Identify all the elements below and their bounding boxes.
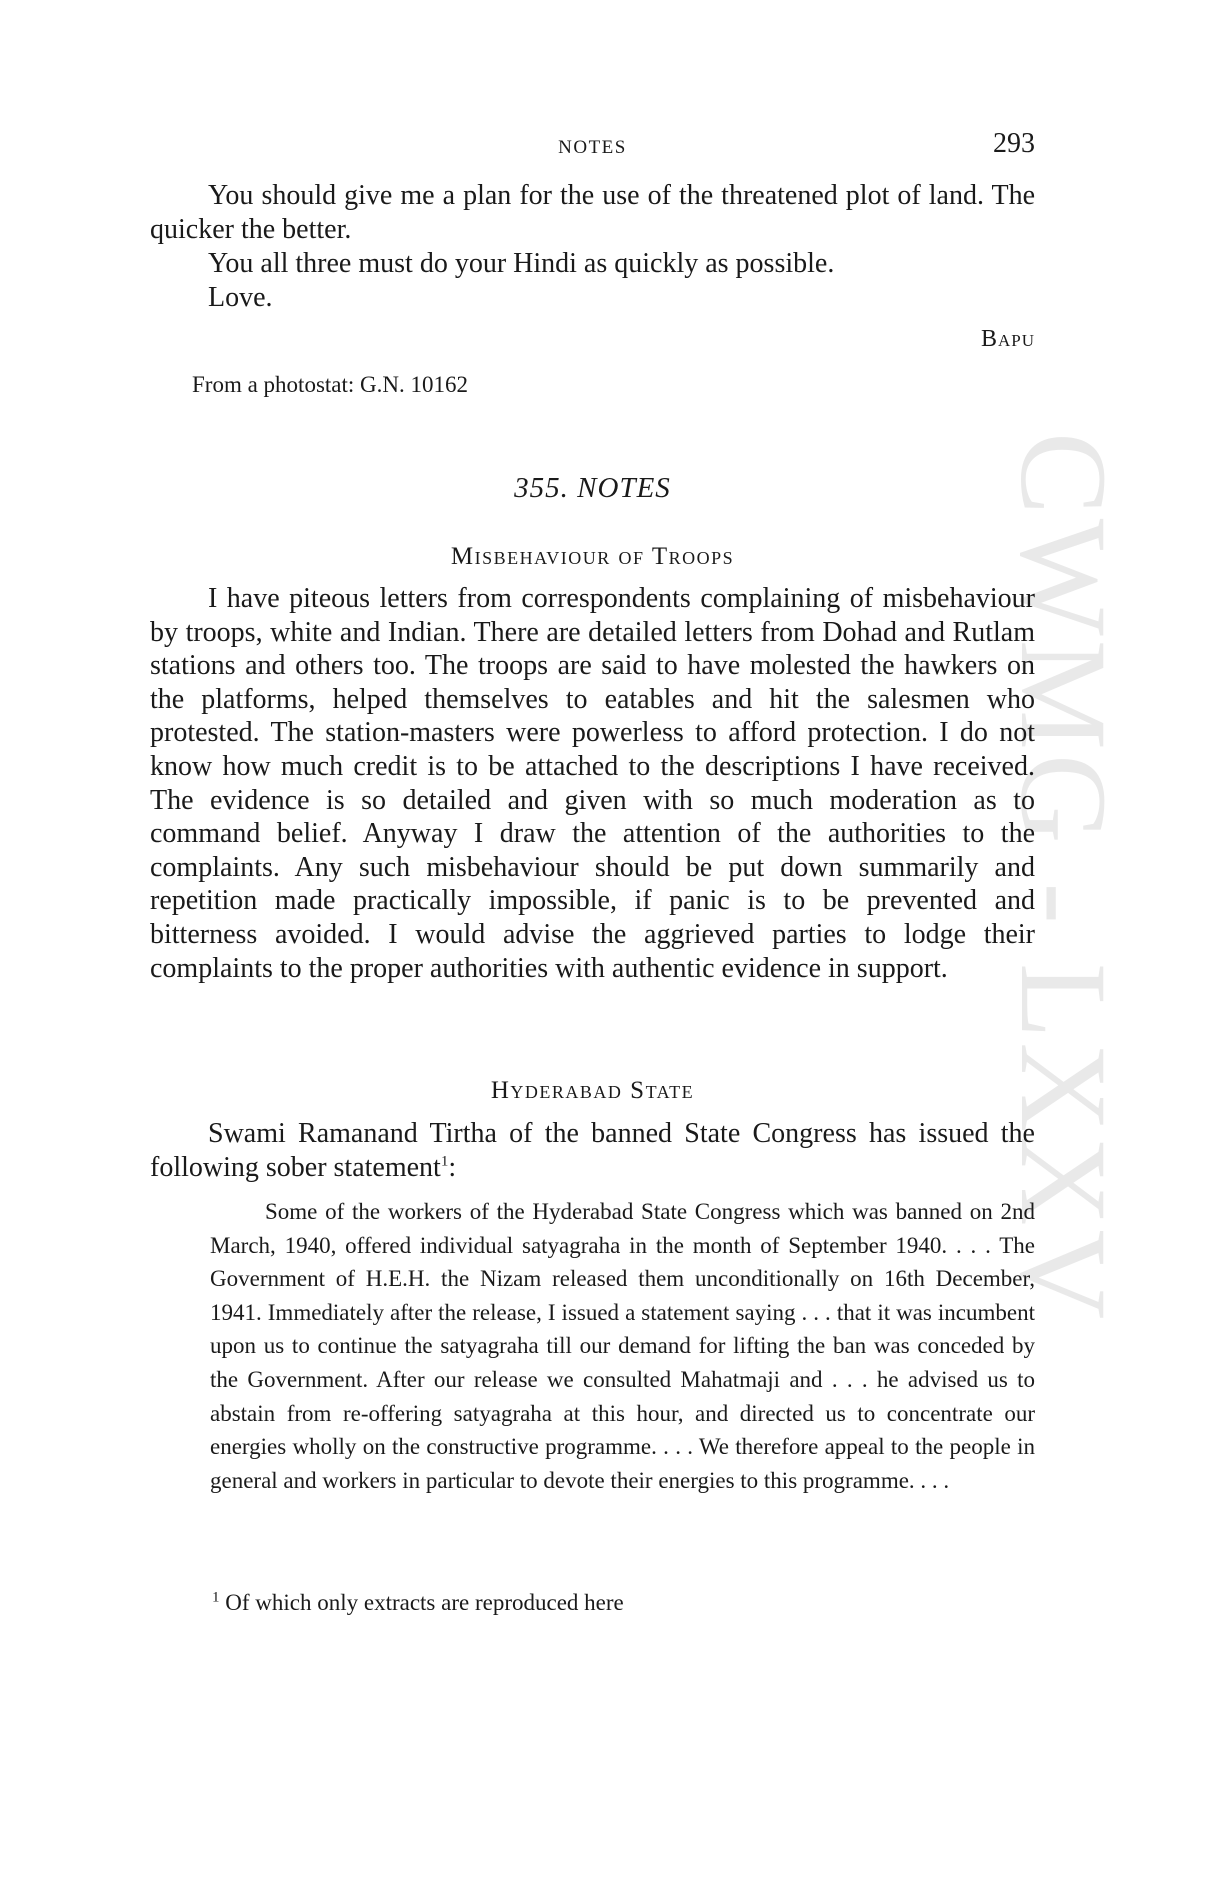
source-note: From a photostat: G.N. 10162 (192, 372, 468, 397)
page-number: 293 (993, 128, 1035, 159)
signature: Bapu (980, 326, 1035, 352)
watermark-text: CWMG - LXXV (995, 432, 1132, 1324)
footnote (212, 1590, 624, 1616)
letter-paragraph: You all three must do your Hindi as quickly as possible. (208, 248, 835, 279)
footnote-mark: 1 (212, 1589, 220, 1606)
article-title: 355. NOTES (514, 472, 671, 504)
intro-colon: : (448, 1151, 457, 1183)
running-head (150, 128, 1035, 168)
footnote-reference: 1 (440, 1153, 449, 1170)
letter-paragraph: Love. (208, 282, 273, 313)
intro-text: Swami Ramanand Tirtha of the banned State Congress has issued the following sober statement (150, 1118, 1035, 1183)
section-body-troops: I have piteous letters from correspondents complaining of misbehaviour by troops, white and Indian. There are detailed letters from Dohad and Rutlam stations and others too. The troops are said to have molested the hawkers on the platforms, helped themselves to eatables and hit the salesmen who protested. The station-masters were powerless to afford protection. I do not know how much credit is to be attached to the descriptions I have received. The evidence is so detailed and given with so much moderation as to command belief. Anyway I draw the attention of the authorities to the complaints. Any such misbehaviour should be put down summarily and repetition made practically impossible, if panic is to be prevented and bitterness avoided. I would advise the aggrieved parties to lodge their complaints to the proper authorities with authentic evidence in support. (150, 583, 1035, 984)
section-heading-troops: Misbehaviour of Troops (450, 543, 735, 570)
block-quote: Some of the workers of the Hyderabad State Congress which was banned on 2nd March, 1940, offered individual satyagraha in the month of September 1940. . . . The Government of H.E.H. the Nizam released them unconditionally on 16th December, 1941. Immediately after the release, I issued a statement saying . . . that it was incumbent upon us to continue the satyagraha till our demand for lifting the ban was conceded by the Government. After our release we consulted Mahatmaji and . . . he advised us to abstain from re-offering satyagraha at this hour, and directed us to concentrate our energies wholly on the constructive programme. . . . We therefore appeal to the people in general and workers in particular to devote their energies to this programme. . . . (210, 1199, 1035, 1493)
letter-paragraph: You should give me a plan for the use of the threatened plot of land. The quicker the better. (150, 180, 1035, 245)
section-heading-hyderabad: Hyderabad State (490, 1077, 695, 1104)
footnote-text: Of which only extracts are reproduced here (219, 1590, 624, 1615)
section-intro-hyderabad (150, 1117, 1035, 1184)
running-title: NOTES (558, 137, 627, 158)
letter-body (150, 179, 1035, 315)
